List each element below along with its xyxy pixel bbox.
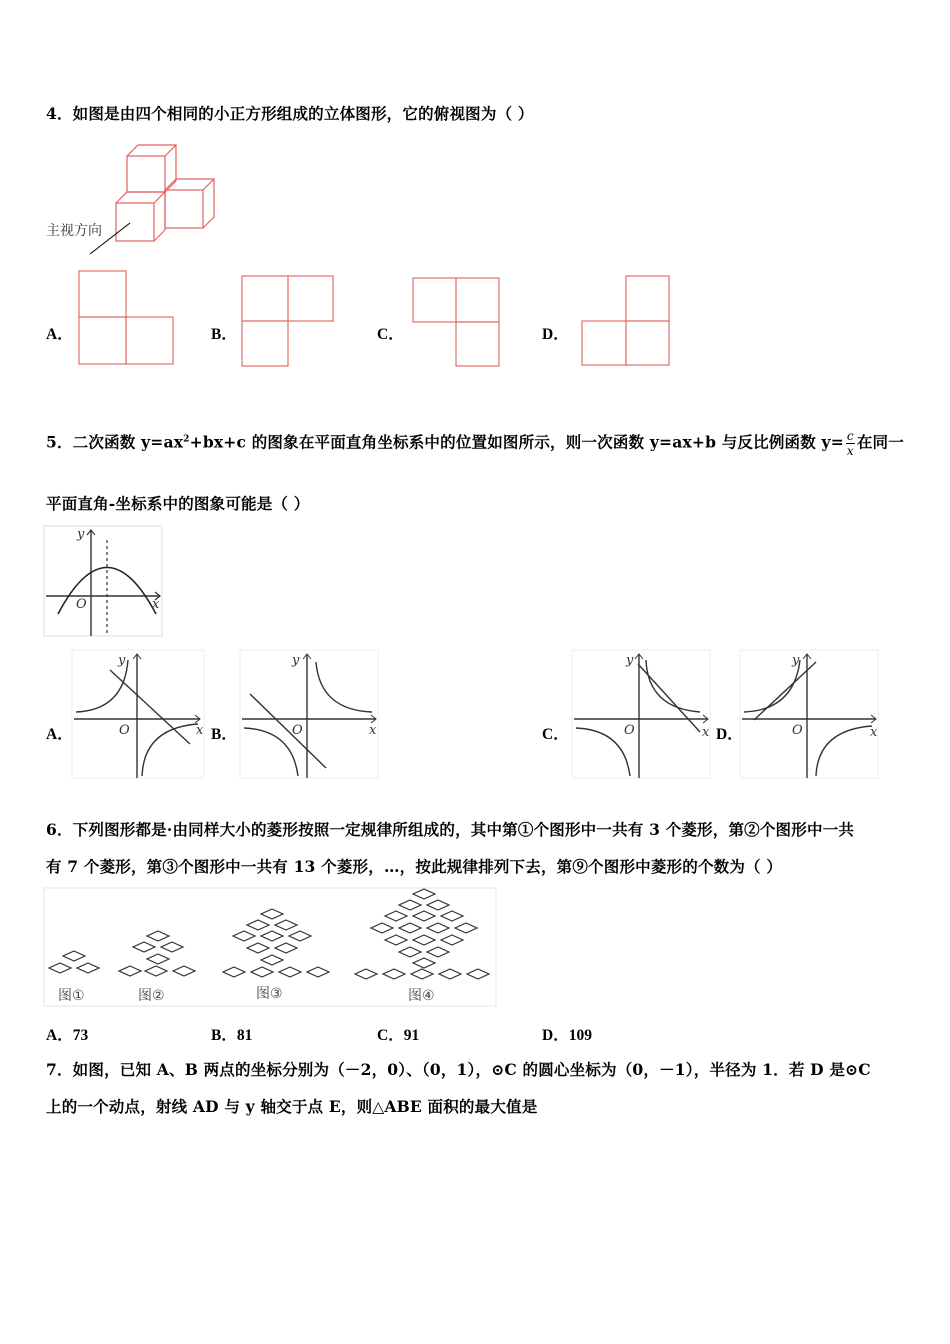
graph-a-y-label: y xyxy=(118,653,126,668)
q5-option-d-label: D． xyxy=(716,726,743,743)
graph-b-y-label: y xyxy=(292,653,300,668)
q5-frac-den: x xyxy=(846,444,854,458)
q5-fraction xyxy=(846,429,855,458)
q5-parabola-figure xyxy=(44,526,166,640)
graph-b-origin: O xyxy=(292,723,303,738)
q6-answer-c: C．91 xyxy=(377,1027,420,1044)
q6-text-line1: 6．下列图形都是·由同样大小的菱形按照一定规律所组成的，其中第①个图形中一共有 3 个菱形，第②个图形中一共 xyxy=(46,820,855,839)
q5-text-line2: 平面直角-坐标系中的图象可能是（ ） xyxy=(46,494,310,513)
graph-a-x-label: x xyxy=(196,723,204,738)
q5-text xyxy=(46,429,904,458)
q6-rhombus-figures xyxy=(44,888,500,1010)
q4-option-a-label: A． xyxy=(46,326,73,343)
q4-option-d-label: D． xyxy=(542,326,569,343)
q5-option-b-graph xyxy=(240,650,380,780)
q5-text-mid: +bx+c 的图象在平面直角坐标系中的位置如图所示，则一次函数 y=ax+b 与反比例函数 y= xyxy=(189,432,844,452)
cube-3d-figure xyxy=(40,138,230,258)
q5-option-a-label: A． xyxy=(46,726,73,743)
fig-label-4: 图④ xyxy=(408,988,435,1004)
q5-option-c-label: C． xyxy=(542,726,569,743)
graph-d-y-label: y xyxy=(792,653,800,668)
q6-answer-b: B．81 xyxy=(211,1027,253,1044)
parabola-origin-label: O xyxy=(76,597,87,612)
graph-c-x-label: x xyxy=(702,725,710,740)
q5-option-a-graph xyxy=(72,650,206,780)
view-direction-label: 主视方向 xyxy=(46,223,102,239)
q5-exponent: 2 xyxy=(183,434,190,445)
q5-option-c-graph xyxy=(572,650,712,780)
q4-option-a-figure xyxy=(79,271,175,367)
q4-option-c-label: C． xyxy=(377,326,404,343)
graph-d-origin: O xyxy=(792,723,803,738)
q4-text: 4．如图是由四个相同的小正方形组成的立体图形，它的俯视图为（ ） xyxy=(46,104,534,123)
q6-answer-a: A．73 xyxy=(46,1027,89,1044)
fig-label-3: 图③ xyxy=(256,986,283,1002)
parabola-y-label: y xyxy=(77,527,85,542)
graph-b-x-label: x xyxy=(369,723,377,738)
q5-text-post: 在同一 xyxy=(856,432,904,452)
q5-option-b-label: B． xyxy=(211,726,237,743)
q5-text-pre: 5．二次函数 y=ax xyxy=(46,432,184,452)
q5-option-d-graph xyxy=(740,650,880,780)
q6-text-line2: 有 7 个菱形，第③个图形中一共有 13 个菱形，…，按此规律排列下去，第⑨个图形中菱形的个数为（ ） xyxy=(46,857,783,876)
q6-answer-d: D．109 xyxy=(542,1027,592,1044)
q5-frac-num: c xyxy=(846,429,854,443)
q4-option-d-figure xyxy=(582,276,674,368)
parabola-x-label: x xyxy=(152,597,160,612)
graph-c-origin: O xyxy=(624,723,635,738)
q7-text-line1: 7．如图，已知 A、B 两点的坐标分别为（－2，0）、（0，1），⊙C 的圆心坐标为（0，－1），半径为 1．若 D 是⊙C xyxy=(46,1060,871,1079)
graph-c-y-label: y xyxy=(626,653,634,668)
graph-a-origin: O xyxy=(119,723,130,738)
q4-option-b-label: B． xyxy=(211,326,237,343)
graph-d-x-label: x xyxy=(870,725,878,740)
q7-text-line2: 上的一个动点，射线 AD 与 y 轴交于点 E，则△ABE 面积的最大值是 xyxy=(46,1097,538,1116)
fig-label-1: 图① xyxy=(58,988,85,1004)
q4-option-b-figure xyxy=(242,276,336,368)
q4-option-c-figure xyxy=(413,278,503,370)
fig-label-2: 图② xyxy=(138,988,165,1004)
